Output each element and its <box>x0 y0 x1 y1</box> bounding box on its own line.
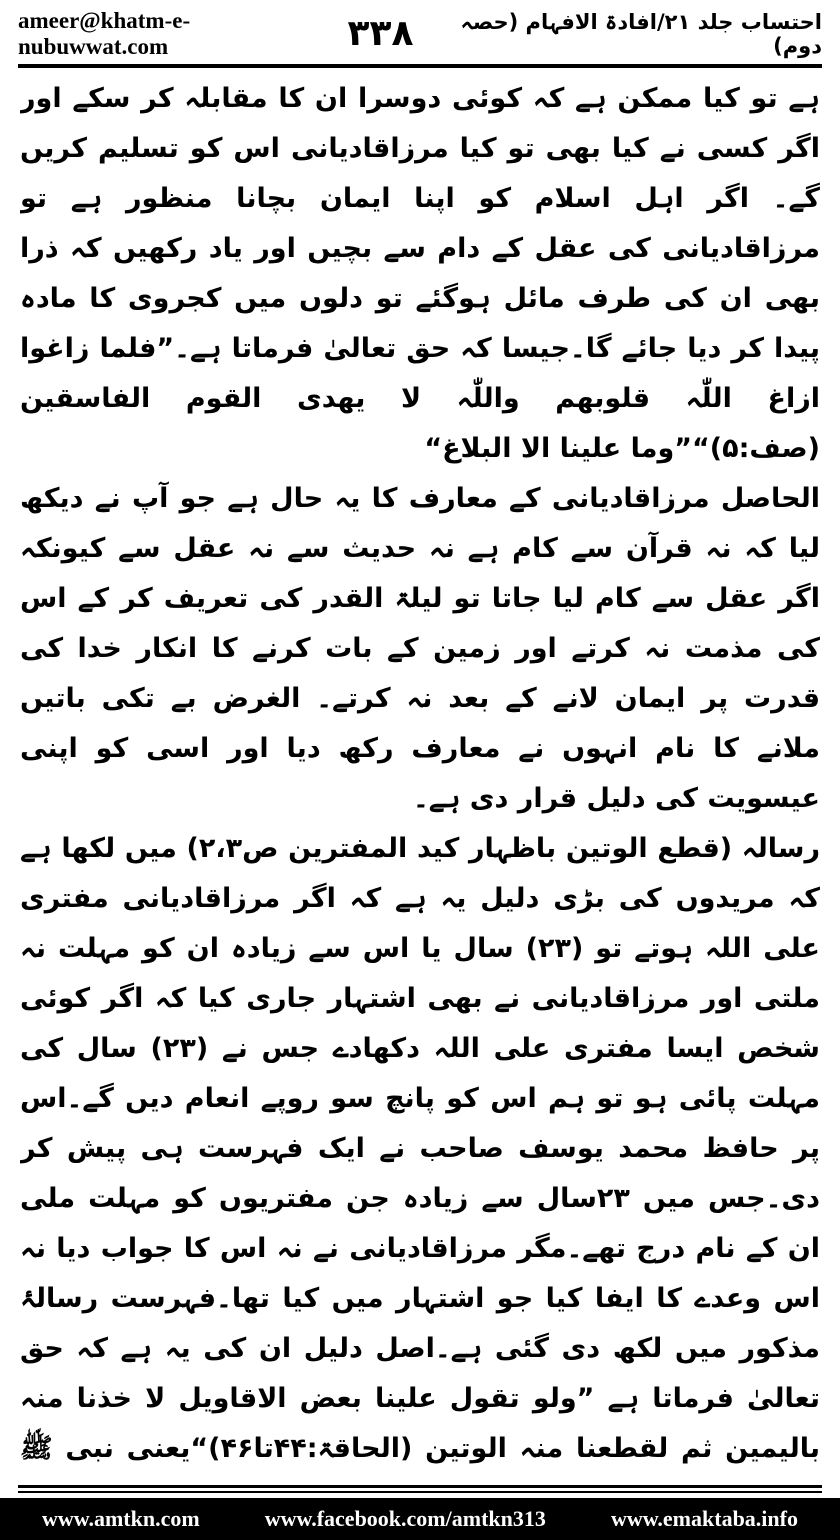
footer-divider-thick <box>18 1485 822 1488</box>
footer-link-emaktaba[interactable]: www.emaktaba.info <box>610 1506 798 1531</box>
paragraph-2: الحاصل مرزاقادیانی کے معارف کا یہ حال ہے جو آپ نے دیکھ لیا کہ نہ قرآن سے کام ہے نہ حدیث سے نہ عقل سے کیونکہ اگر عقل سے کام لیا جاتا تو لیلۃ القدر کی تعریف کر کے اس کی مذمت نہ کرتے اور زمین کے بات کرنے کا انکار خدا کی قدرت پر ایمان لانے کے بعد نہ کرتے۔ الغرض بے تکی باتیں ملانے کا نام انہوں نے معارف رکھ دیا اور اسی کو اپنی عیسویت کی دلیل قرار دی ہے۔ <box>20 483 820 814</box>
page-body <box>20 74 820 1466</box>
header-divider <box>18 64 822 68</box>
paragraph-1: ہے تو کیا ممکن ہے کہ کوئی دوسرا ان کا مقابلہ کر سکے اور اگر کسی نے کیا بھی تو کیا مرزاقادیانی اس کو تسلیم کریں گے۔ اگر اہل اسلام کو اپنا ایمان بچانا منظور ہے تو مرزاقادیانی کی عقل کے دام سے بچیں اور یاد رکھیں کہ ذرا بھی ان کی طرف مائل ہوگئے تو دلوں میں کجروی کا مادہ پیدا کر دیا جائے گا۔جیسا کہ حق تعالیٰ فرماتا ہے۔”فلما زاغوا ازاغ اللّٰہ قلوبھم واللّٰہ لا یھدی القوم الفاسقین (صف:۵)“”وما علینا الا البلاغ“ <box>20 83 820 464</box>
book-title: احتساب جلد ۲۱/افادۃ الافہام (حصہ دوم) <box>460 10 822 58</box>
header-left-group <box>18 8 413 60</box>
footer-divider-thin <box>18 1491 822 1493</box>
page-header <box>18 10 822 58</box>
page-number: ۳۳۸ <box>347 13 414 54</box>
footer-link-facebook[interactable]: www.facebook.com/amtkn313 <box>264 1506 546 1531</box>
paragraph-3: رسالہ (قطع الوتین باظہار کید المفترین ص۲،۳) میں لکھا ہے کہ مریدوں کی بڑی دلیل یہ ہے کہ اگر مرزاقادیانی مفتری علی اللہ ہوتے تو (۲۳) سال یا اس سے زیادہ ان کو مہلت نہ ملتی اور مرزاقادیانی نے بھی اشتہار جاری کیا کہ اگر کوئی شخص ایسا مفتری علی اللہ دکھادے جس نے (۲۳) سال کی مہلت پائی ہو تو ہم اس کو پانچ سو روپے انعام دیں گے۔اس پر حافظ محمد یوسف صاحب نے ایک فہرست ہی پیش کر دی۔جس میں ۲۳سال سے زیادہ جن مفتریوں کو مہلت ملی ان کے نام درج تھے۔مگر مرزاقادیانی نے نہ اس کا جواب دیا نہ اس وعدے کا ایفا کیا جو اشتہار میں کیا تھا۔فہرست رسالۂ مذکور میں لکھ دی گئی ہے۔اصل دلیل ان کی یہ ہے کہ حق تعالیٰ فرماتا ہے ”ولو تقول علینا بعض الاقاویل لا خذنا منہ بالیمین ثم لقطعنا منہ الوتین (الحاقۃ:۴۴تا۴۶)“یعنی نبی ﷺ <box>20 833 820 1464</box>
footer-link-amtkn[interactable]: www.amtkn.com <box>42 1506 200 1531</box>
header-email[interactable]: ameer@khatm-e-nubuwwat.com <box>18 8 191 59</box>
footer-bar <box>0 1498 840 1540</box>
